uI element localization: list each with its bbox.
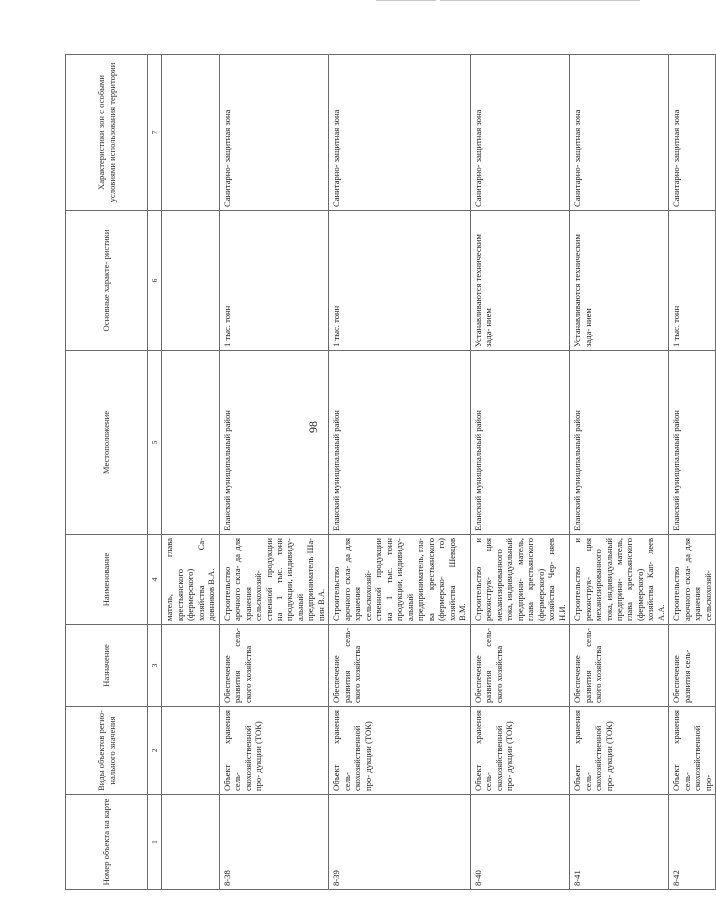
- cell-type: [162, 707, 219, 795]
- table-row-8-41: [570, 55, 669, 890]
- cell-zones: Санитарно- защитная зона: [329, 55, 470, 211]
- cell-id: 8-41: [570, 795, 669, 890]
- column-number-7: 7: [148, 55, 162, 211]
- cell-purpose: Обеспечение развития сель- ского хозяйства: [470, 625, 569, 707]
- header-cell-3: Назначение: [66, 625, 148, 707]
- cell-type: Объект хранения сель- скохозяйственной про- дукции (ТОК): [329, 707, 470, 795]
- column-number-1: 1: [148, 795, 162, 890]
- cell-characteristics: Устанавливаются техническим зада- нием: [470, 211, 569, 351]
- cell-name: Строительство и реконструк- ция механизированного тока, индивидуальный предприни- матель, глава крестьянского (фермерского) хозяйства Кап- леев А.А.: [570, 535, 669, 625]
- cell-zones: Санитарно- защитная зона: [570, 55, 669, 211]
- cell-name: Строительство арочного скла- да для хранения сельскохозяй-: [669, 535, 716, 625]
- cell-name: Строительство арочного скла- да для хранения сельскохозяй- ственной продукции на 1 тыс. тонн продукции, индивиду- альный предприниматель, гла- ва крестьянского (фермерско- го) хозяйства Шевцов В.М.: [329, 535, 470, 625]
- cell-characteristics: [162, 211, 219, 351]
- table-row-continuation: [162, 55, 219, 890]
- page-number: 98: [306, 421, 320, 433]
- header-row: [66, 55, 148, 890]
- table-row-8-42: [669, 55, 716, 890]
- table-row-8-40: [470, 55, 569, 890]
- cell-type: Объект хранения сель- скохозяйственной про-: [669, 707, 716, 795]
- cell-id: [162, 795, 219, 890]
- cell-id: 8-38: [219, 795, 329, 890]
- header-cell-5: Местоположение: [66, 351, 148, 535]
- header-cell-2: Виды объектов регио- нального значения: [66, 707, 148, 795]
- objects-table: [65, 54, 716, 890]
- cell-name: Строительство арочного скла- да для хранения сельскохозяй- ственной продукции на 1 тыс. тонн продукции, индивиду- альный предприниматель Ша- пин В.А.: [219, 535, 329, 625]
- cell-name: матель, глава крестьянского (фермерского) хозяйства Са- довников В.А.: [162, 535, 219, 625]
- cell-location: Еланский муниципальный район: [329, 351, 470, 535]
- cell-purpose: Обеспечение развития сель- ского хозяйства: [329, 625, 470, 707]
- cell-purpose: Обеспечение развития сель- ского хозяйства: [219, 625, 329, 707]
- header-cell-7: Характеристики зон с особыми условиями использования территории: [66, 55, 148, 211]
- cell-location: Еланский муниципальный район: [669, 351, 716, 535]
- column-number-row: [148, 55, 162, 890]
- cell-id: 8-40: [470, 795, 569, 890]
- top-rule-left: [376, 0, 436, 1]
- rotated-table-container: [65, 55, 713, 890]
- cell-characteristics: 1 тыс. тонн: [669, 211, 716, 351]
- cell-purpose: [162, 625, 219, 707]
- table-row-8-38: [219, 55, 329, 890]
- column-number-2: 2: [148, 707, 162, 795]
- cell-name: Строительство и реконструк- ция механизированного тока, индивидуальный предприни- матель, глава крестьянского (фермерского) хозяйства Чер- няев Н.И.: [470, 535, 569, 625]
- cell-location: Еланский муниципальный район: [470, 351, 569, 535]
- cell-zones: [162, 55, 219, 211]
- cell-zones: Санитарно- защитная зона: [470, 55, 569, 211]
- column-number-4: 4: [148, 535, 162, 625]
- cell-location: Еланский муниципальный район: [219, 351, 329, 535]
- cell-id: 8-42: [669, 795, 716, 890]
- column-number-5: 5: [148, 351, 162, 535]
- cell-location: [162, 351, 219, 535]
- column-number-6: 6: [148, 211, 162, 351]
- header-cell-4: Наименование: [66, 535, 148, 625]
- header-cell-1: Номер объекта на карте: [66, 795, 148, 890]
- cell-characteristics: 1 тыс. тонн: [329, 211, 470, 351]
- cell-type: Объект хранения сель- скохозяйственной про- дукции (ТОК): [219, 707, 329, 795]
- cell-zones: Санитарно- защитная зона: [669, 55, 716, 211]
- cell-type: Объект хранения сель- скохозяйственной про- дукции (ТОК): [470, 707, 569, 795]
- cell-type: Объект хранения сель- скохозяйственной про- дукции (ТОК): [570, 707, 669, 795]
- cell-purpose: Обеспечение развития сель- ского хозяйства: [570, 625, 669, 707]
- top-rule-right: [440, 0, 640, 1]
- cell-zones: Санитарно- защитная зона: [219, 55, 329, 211]
- table-row-8-39: [329, 55, 470, 890]
- header-cell-6: Основные характе- ристики: [66, 211, 148, 351]
- cell-location: Еланский муниципальный район: [570, 351, 669, 535]
- cell-id: 8-39: [329, 795, 470, 890]
- cell-purpose: Обеспечение развития сель-: [669, 625, 716, 707]
- column-number-3: 3: [148, 625, 162, 707]
- cell-characteristics: Устанавливаются техническим зада- нием: [570, 211, 669, 351]
- cell-characteristics: 1 тыс. тонн: [219, 211, 329, 351]
